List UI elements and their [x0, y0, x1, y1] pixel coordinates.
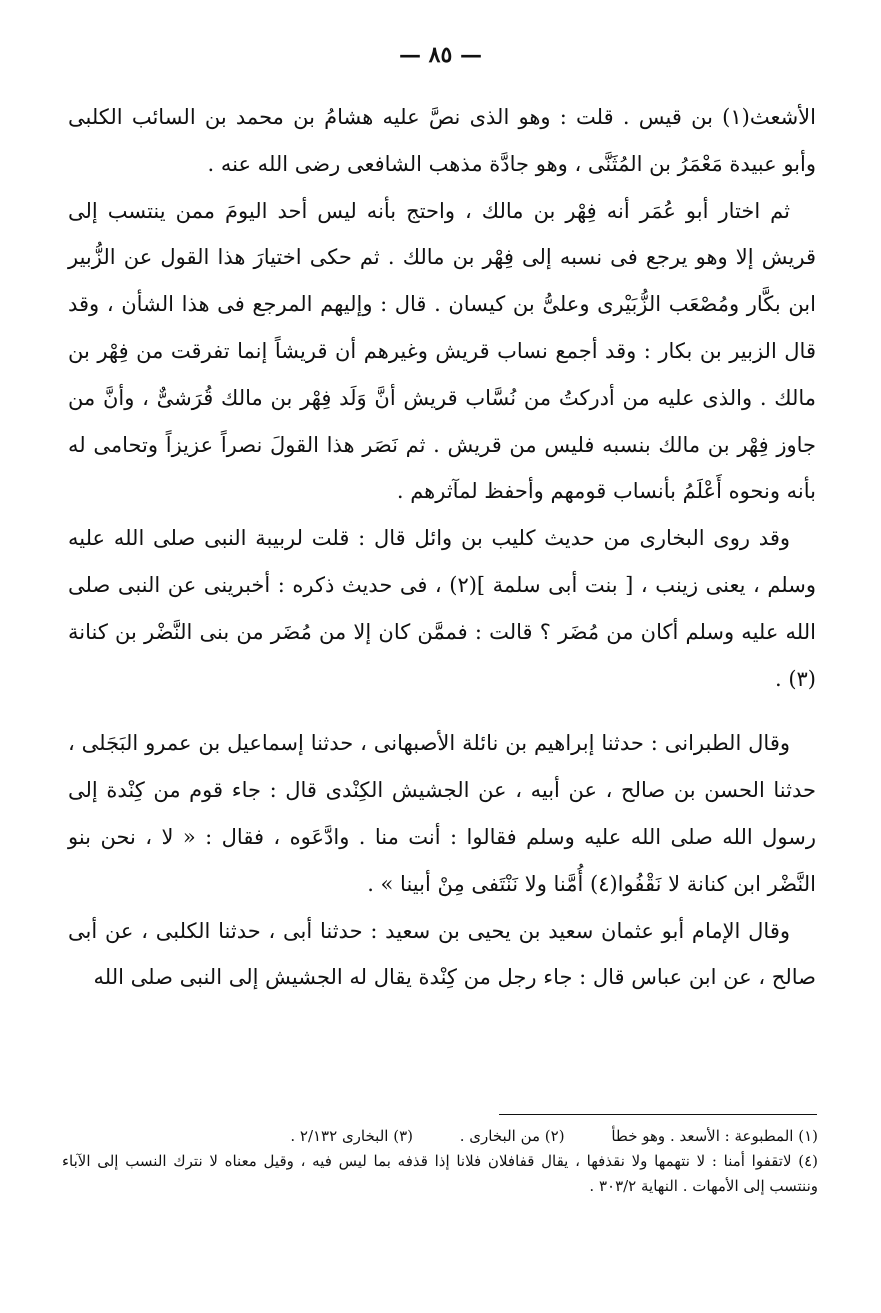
paragraph-4: [68, 720, 816, 907]
footnote-divider: [499, 1114, 817, 1115]
page-number: — ٨٥ —: [399, 42, 482, 68]
footnote-row-1: [62, 1124, 818, 1149]
footnote-1: (١) المطبوعة : الأسعد . وهو خطأ: [611, 1127, 818, 1145]
footnote-4: (٤) لاتقفوا أمنا : لا نتهمها ولا نقذفها ، يقال قفافلان فلانا إذا قذفه بما ليس فيه ، وقيل معناه لا نترك النسب إلى الآباء وننتسب إلى الأمهات . النهاية ٣٠٣/٢ .: [62, 1152, 818, 1195]
paragraph-gap: [68, 702, 816, 720]
footnote-2: (٢) من البخارى .: [459, 1127, 565, 1145]
paragraph-3: [68, 515, 816, 702]
paragraph-2-text: ثم اختار أبو عُمَر أنه فِهْر بن مالك ، واحتج بأنه ليس أحد اليومَ ممن ينتسب إلى قريش إلا وهو يرجع فى نسبه إلى فِهْر بن مالك . ثم حكى اختيارَ هذا القول عن الزُّبير ابن بكَّار ومُصْعَب الزُّبَيْرى وعلىُّ بن كيسان . قال : وإليهم المرجع فى هذا الشأن ، وقد قال الزبير بن بكار : وقد أجمع نساب قريش وغيرهم أن قريشاً إنما تفرقت من فِهْر بن مالك . والذى عليه من أدركتُ من نُسَّاب قريش أنَّ وَلَد فِهْر بن مالك قُرَشىٌّ ، وأنَّ من جاوز فِهْر بن مالك بنسبه فليس من قريش . ثم نَصَر هذا القولَ نصراً عزيزاً وتحامى له بأنه ونحوه أَعْلَمُ بأنساب قومهم وأحفظ لمآثرهم .: [68, 198, 816, 504]
paragraph-4-text: وقال الطبرانى : حدثنا إبراهيم بن نائلة الأصبهانى ، حدثنا إسماعيل بن عمرو البَجَلى ، حدثنا الحسن بن صالح ، عن أبيه ، عن الجشيش الكِنْدى قال : جاء قوم من كِنْدة إلى رسول الله صلى الله عليه وسلم فقالوا : أنت منا . وادَّعَوه ، فقال : « لا ، نحن بنو النَّضْر ابن كنانة لا نَقْفُوا(٤) أُمَّنا ولا نَنْتَفى مِنْ أبينا » .: [68, 731, 816, 896]
footnotes: [62, 1124, 818, 1199]
paragraph-1: الأشعث(١) بن قيس . قلت : وهو الذى نصَّ عليه هشامُ بن محمد بن السائب الكلبى وأبو عبيدة مَعْمَرُ بن المُثَنَّى ، وهو جادَّة مذهب الشافعى رضى الله عنه .: [68, 105, 816, 176]
body-text: [68, 94, 816, 1001]
paragraph-2: [68, 188, 816, 516]
paragraph-5-text: وقال الإمام أبو عثمان سعيد بن يحيى بن سعيد : حدثنا أبى ، حدثنا الكلبى ، عن أبى صالح ، عن ابن عباس قال : جاء رجل من كِنْدة يقال له الجشيش إلى النبى صلى الله: [68, 918, 816, 990]
paragraph-3-text: وقد روى البخارى من حديث كليب بن وائل قال : قلت لربيبة النبى صلى الله عليه وسلم ، يعنى زينب ، [ بنت أبى سلمة ](٢) ، فى حديث ذكره : أخبرينى عن النبى صلى الله عليه وسلم أكان من مُضَر ؟ قالت : فممَّن كان إلا من مُضَر من بنى النَّضْر بن كنانة (٣) .: [68, 526, 816, 691]
footnote-3: (٣) البخارى ٢/١٣٢ .: [290, 1127, 413, 1145]
paragraph-5: [68, 908, 816, 1002]
